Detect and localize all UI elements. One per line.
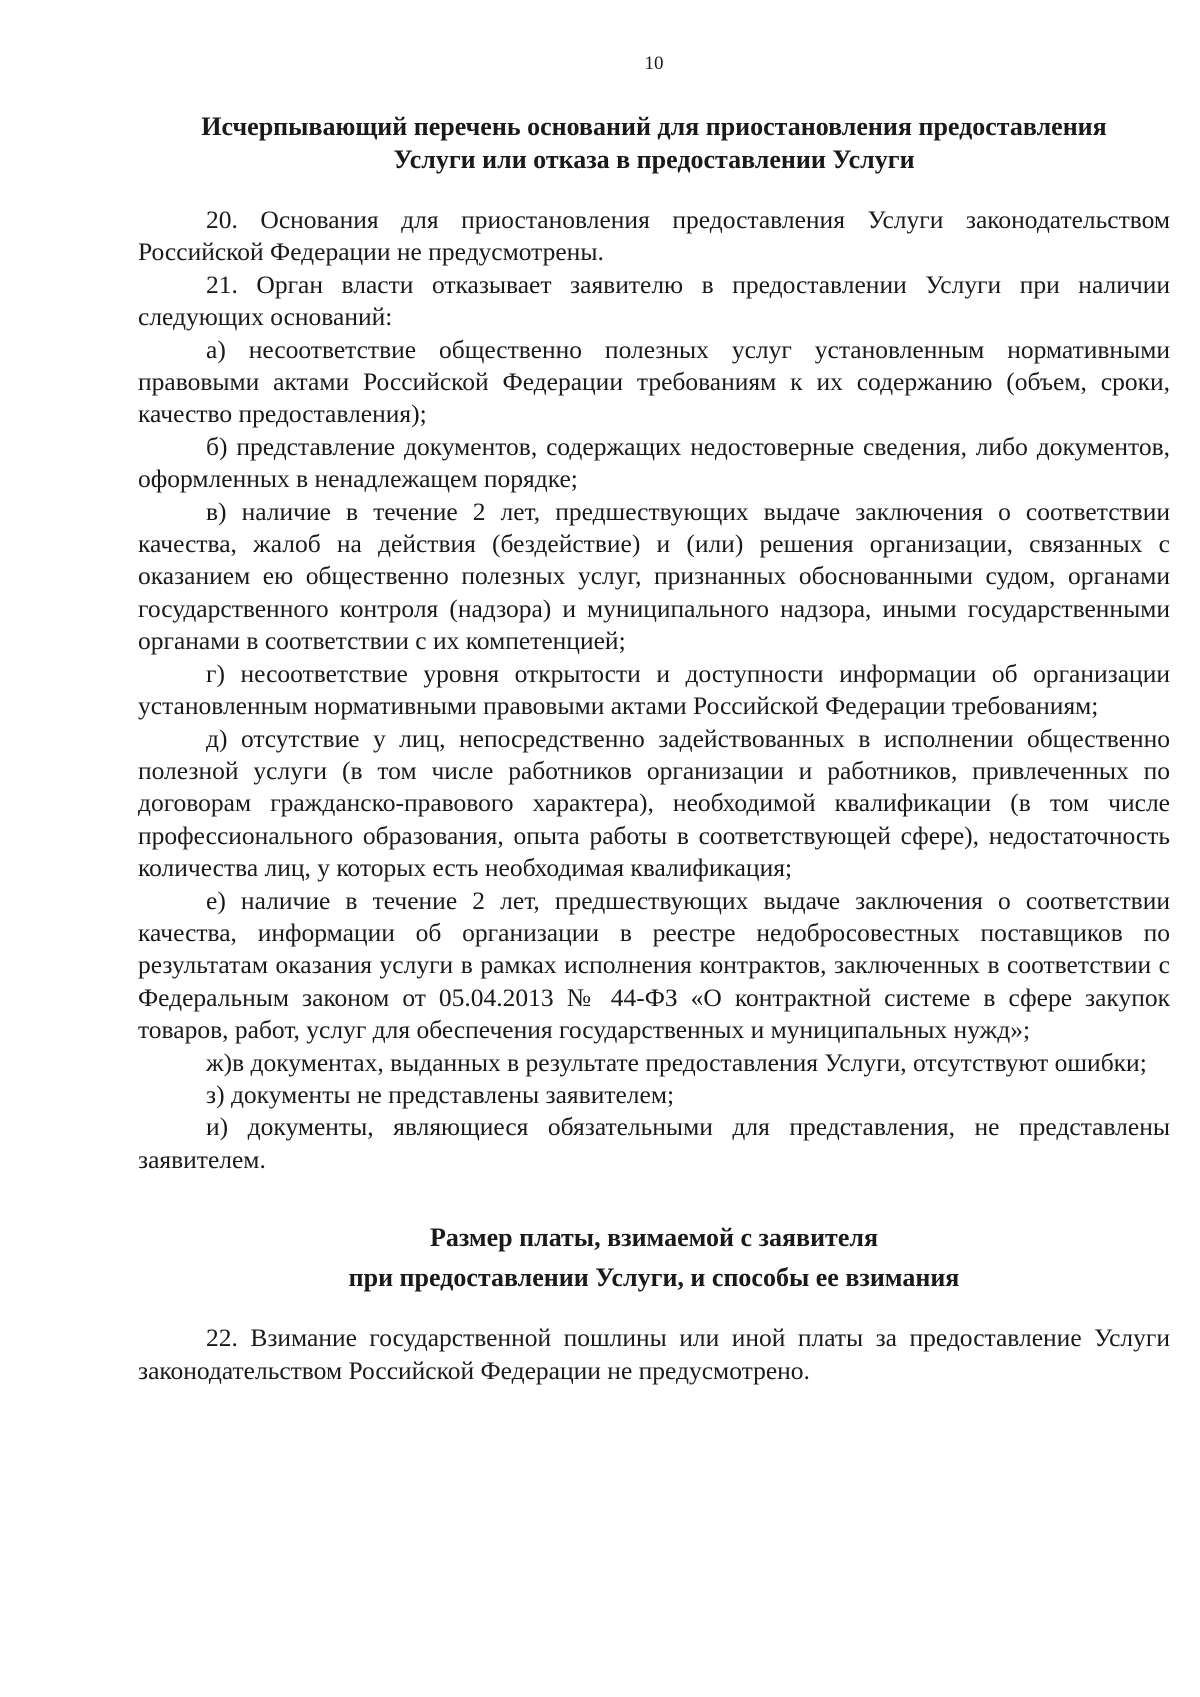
heading-line: Услуги или отказа в предоставлении Услуги xyxy=(393,145,915,174)
heading-line: Исчерпывающий перечень оснований для приостановления предоставления xyxy=(201,112,1107,141)
list-item-b: б) представление документов, содержащих недостоверные сведения, либо документов, оформленных в ненадлежащем порядке; xyxy=(138,431,1170,494)
document-page xyxy=(138,52,1170,1387)
paragraph-20: 20. Основания для приостановления предоставления Услуги законодательством Российской Федерации не предусмотрены. xyxy=(138,205,1170,267)
list-item-d: д) отсутствие у лиц, непосредственно задействованных в исполнении общественно полезной услуги (в том числе работников организации и работников, привлеченных по договорам гражданско-правового характера), необходимой квалификации (в том числе профессионального образования, опыта работы в соответствующей сфере), недостаточность количества лиц, у которых есть необходимая квалификация; xyxy=(138,723,1170,883)
section-heading-fee xyxy=(138,1218,1170,1298)
list-item-z: з) документы не представлены заявителем; xyxy=(206,1079,675,1109)
section-heading-suspension-refusal xyxy=(138,110,1170,176)
paragraph-22: 22. Взимание государственной пошлины или иной платы за предоставление Услуги законодательством Российской Федерации не предусмотрено. xyxy=(138,1323,1170,1385)
paragraph-21: 21. Орган власти отказывает заявителю в предоставлении Услуги при наличии следующих оснований: xyxy=(138,269,1170,332)
list-item-e: е) наличие в течение 2 лет, предшествующих выдаче заключения о соответствии качества, информации об организации в реестре недобросовестных поставщиков по результатам оказания услуги в рамках исполнения контрактов, заключенных в соответствии с Федеральным законом от 05.04.2013 № 44-ФЗ «О контрактной системе в сфере закупок товаров, работ, услуг для обеспечения государственных и муниципальных нужд»; xyxy=(138,885,1170,1045)
list-item-a: а) несоответствие общественно полезных услуг установленным нормативными правовыми актами Российской Федерации требованиям к их содержанию (объем, сроки, качество предоставления); xyxy=(138,334,1170,429)
list-item-g: г) несоответствие уровня открытости и доступности информации об организации установленным нормативными правовыми актами Российской Федерации требованиям; xyxy=(138,658,1170,721)
heading-line: при предоставлении Услуги, и способы ее взимания xyxy=(348,1263,960,1293)
list-item-i: и) документы, являющиеся обязательными для представления, не представлены заявителем. xyxy=(138,1112,1170,1174)
heading-line: Размер платы, взимаемой с заявителя xyxy=(429,1223,879,1253)
page-number: 10 xyxy=(644,53,664,74)
list-item-zh: ж)в документах, выданных в результате предоставления Услуги, отсутствуют ошибки; xyxy=(206,1047,1147,1077)
list-item-v: в) наличие в течение 2 лет, предшествующих выдаче заключения о соответствии качества, жалоб на действия (бездействие) и (или) решения организации, связанных с оказанием ею общественно полезных услуг, признанных обоснованными судом, органами государственного контроля (надзора) и муниципального надзора, иными государственными органами в соответствии с их компетенцией; xyxy=(138,496,1170,656)
